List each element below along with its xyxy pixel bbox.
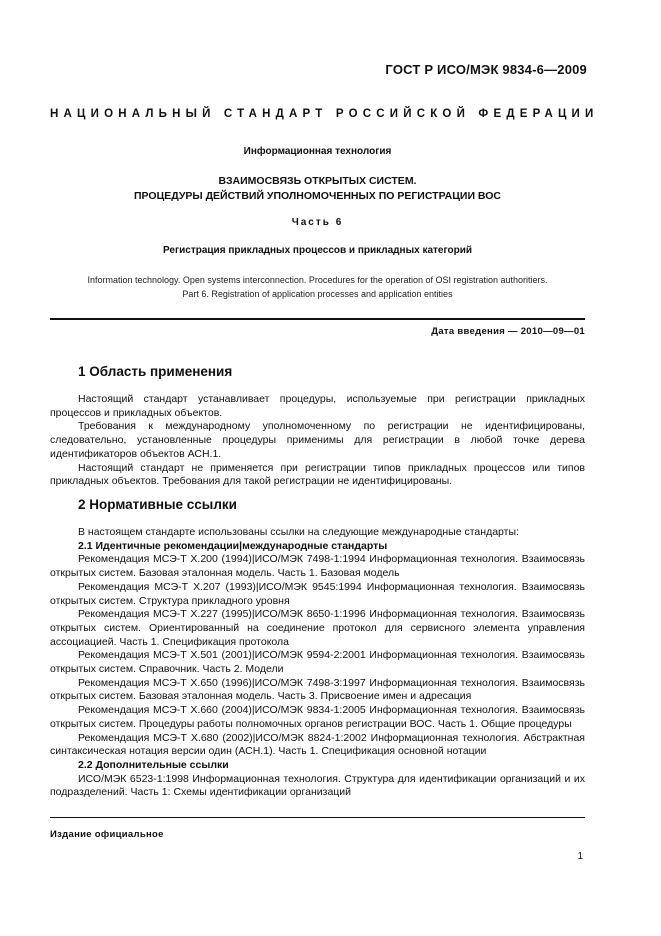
english-title	[50, 273, 585, 301]
part-subtitle: Регистрация прикладных процессов и прикладных категорий	[162, 245, 473, 256]
reference-item: Рекомендация МСЭ-Т Х.680 (2002)|ИСО/МЭК 8824-1:2002 Информационная технология. Абстрактная синтаксическая нотация версии один (АСН.1). Часть 1. Спецификация основной нотации	[50, 731, 585, 758]
section-2-title: 2 Нормативные ссылки	[78, 497, 237, 512]
section-2-body	[50, 526, 585, 800]
paragraph: В настоящем стандарте использованы ссылки на следующие международные стандарты:	[78, 526, 519, 538]
document-code: ГОСТ Р ИСО/МЭК 9834-6—2009	[385, 62, 587, 77]
official-edition-label: Издание официальное	[50, 829, 164, 840]
reference-item: Рекомендация МСЭ-Т Х.227 (1995)|ИСО/МЭК 8650-1:1996 Информационная технология. Взаимосвязь открытых систем. Ориентированный на соединение протокол для сервисного элемента управления ассоциацией. Часть 1. Спецификация протокола	[50, 608, 585, 648]
reference-item: Рекомендация МСЭ-Т Х.660 (2004)|ИСО/МЭК 9834-1:2005 Информационная технология. Взаимосвязь открытых систем. Процедуры работы полномочных органов регистрации ВОС. Часть 1. Общие процедуры	[50, 704, 585, 730]
reference-item: Рекомендация МСЭ-Т Х.200 (1994)|ИСО/МЭК 7498-1:1994 Информационная технология. Взаимосвязь открытых систем. Базовая эталонная модель. Часть 1. Базовая модель	[50, 553, 585, 580]
section-1-body	[50, 393, 585, 489]
paragraph: Настоящий стандарт устанавливает процедуры, используемые при регистрации прикладных процессов и прикладных объектов.	[50, 393, 585, 419]
main-title-line-2: ПРОЦЕДУРЫ ДЕЙСТВИЙ УПОЛНОМОЧЕННЫХ ПО РЕГИСТРАЦИИ ВОС	[133, 190, 501, 202]
section-1-title: 1 Область применения	[78, 364, 233, 379]
field-title: Информационная технология	[243, 146, 392, 157]
reference-item: Рекомендация МСЭ-Т Х.650 (1996)|ИСО/МЭК 7498-3:1997 Информационная технология. Взаимосвязь открытых систем. Базовая эталонная модель. Часть 3. Присвоение имен и адресация	[50, 676, 585, 703]
paragraph: Настоящий стандарт не применяется при регистрации типов прикладных процессов или типов прикладных объектов. Требования для такой регистрации не идентифицированы.	[50, 461, 585, 488]
english-title-line-2: Part 6. Registration of application processes and application entities	[182, 289, 453, 299]
title-divider	[50, 318, 585, 320]
part-number: Часть 6	[291, 217, 344, 228]
english-title-line-1: Information technology. Open systems interconnection. Procedures for the operation of OSI registration authoritiers.	[87, 275, 548, 285]
footer-divider	[50, 817, 585, 818]
page-number: 1	[577, 851, 583, 862]
reference-item: Рекомендация МСЭ-Т Х.207 (1993)|ИСО/МЭК 9545:1994 Информационная технология. Взаимосвязь открытых систем. Структура прикладного уровня	[50, 580, 585, 607]
subsection-2-1-title: 2.1 Идентичные рекомендации|международные стандарты	[78, 539, 388, 552]
reference-item: Рекомендация МСЭ-Т Х.501 (2001)|ИСО/МЭК 9594-2:2001 Информационная технология. Взаимосвязь открытых систем. Справочник. Часть 2. Модели	[50, 649, 585, 676]
introduction-date: Дата введения — 2010—09—01	[431, 326, 585, 337]
main-title	[50, 174, 585, 204]
subsection-2-2-title: 2.2 Дополнительные ссылки	[78, 758, 229, 771]
national-standard-heading: НАЦИОНАЛЬНЫЙ СТАНДАРТ РОССИЙСКОЙ ФЕДЕРАЦИИ	[50, 108, 599, 120]
main-title-line-1: ВЗАИМОСВЯЗЬ ОТКРЫТЫХ СИСТЕМ.	[218, 175, 417, 187]
reference-item: ИСО/МЭК 6523-1:1998 Информационная технология. Структура для идентификации организаций и их подразделений. Часть 1: Схемы идентификации организаций	[50, 772, 585, 799]
paragraph: Требования к международному уполномоченному по регистрации не идентифицированы, следовательно, установленные процедуры применимы для регистрации в любой точке дерева идентификаторов объектов АСН.1.	[50, 420, 585, 460]
